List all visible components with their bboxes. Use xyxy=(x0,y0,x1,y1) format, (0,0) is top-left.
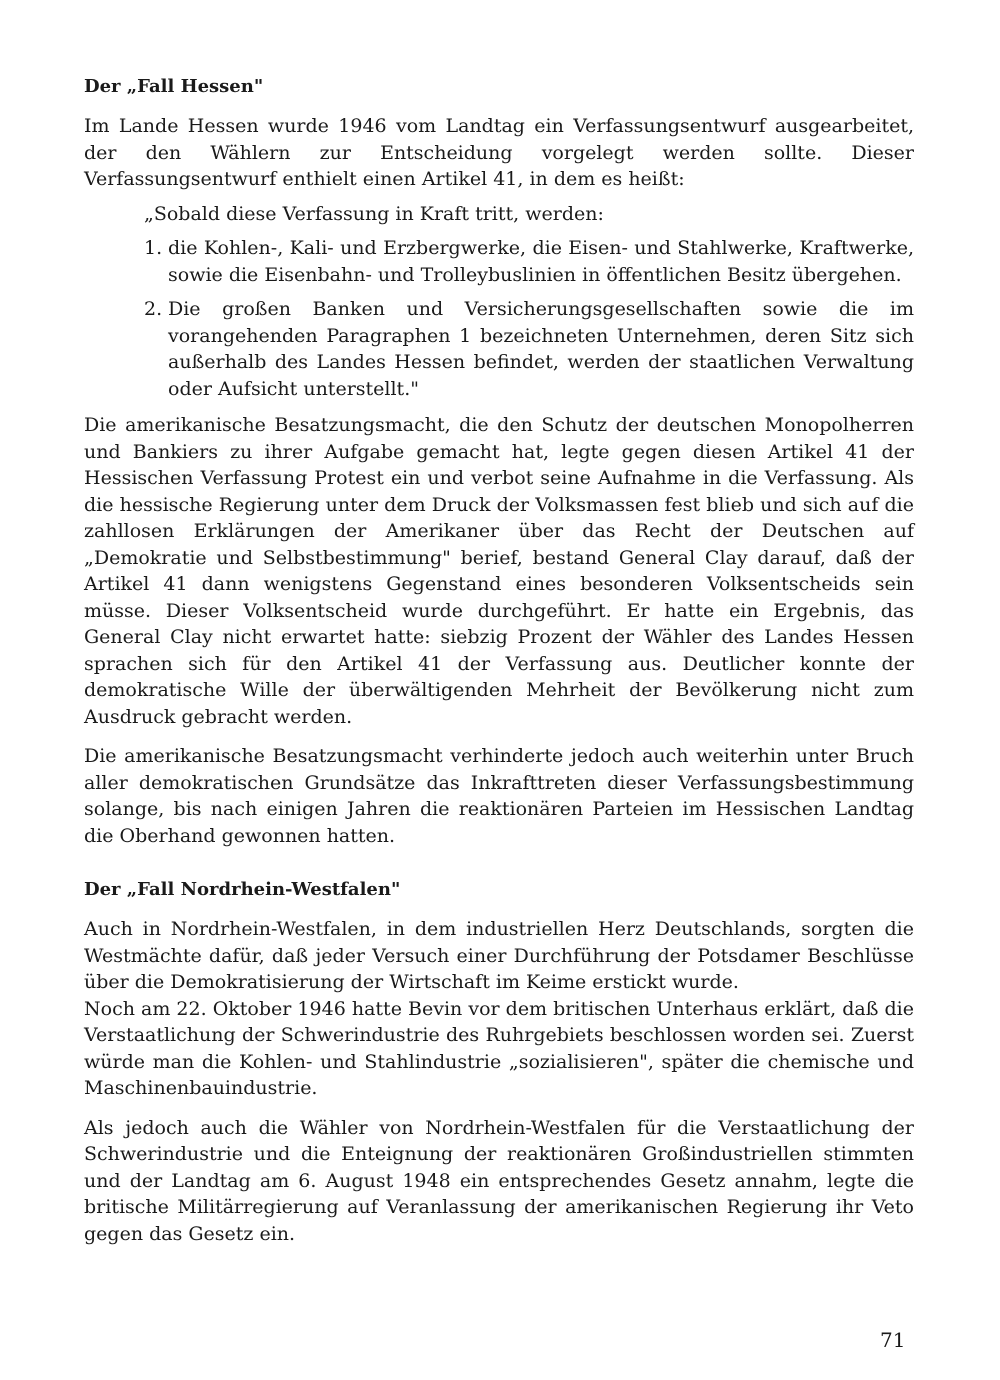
list-item-text: die Kohlen-, Kali- und Erzbergwerke, die Eisen- und Stahlwerke, Kraftwerke, sowie die Eisenbahn- und Trolleybuslinien in öffentlichen Besitz übergehen. xyxy=(168,237,914,286)
list-item-text: Die großen Banken und Versicherungsgesellschaften sowie die im vorangehenden Paragraphen 1 bezeichneten Unternehmen, deren Sitz sich außerhalb des Landes Hessen befindet, werden der staatlichen Verwaltung oder Aufsicht unterstellt." xyxy=(168,298,914,400)
page-content xyxy=(84,74,914,1260)
section-nrw xyxy=(84,877,914,1247)
paragraph-protest: Die amerikanische Besatzungsmacht, die den Schutz der deutschen Monopolherren und Bankiers zu ihrer Aufgabe gemacht hat, legte gegen diesen Artikel 41 der Hessischen Verfassung Protest ein und verbot seine Aufnahme in die Verfassung. Als die hessische Regierung unter dem Druck der Volksmassen fest blieb und sich auf die zahllosen Erklärungen der Amerikaner über das Recht der Deutschen auf „Demokratie und Selbstbestimmung" berief, bestand General Clay darauf, daß der Artikel 41 dann wenigstens Gegenstand eines besonderen Volksentscheids sein müsse. Dieser Volksentscheid wurde durchgeführt. Er hatte ein Ergebnis, das General Clay nicht erwartet hatte: siebzig Prozent der Wähler des Landes Hessen sprachen sich für den Artikel 41 der Verfassung aus. Deutlicher konnte der demokratische Wille der überwältigenden Mehrheit der Bevölkerung nicht zum Ausdruck gebracht werden. xyxy=(84,414,914,728)
list-item xyxy=(144,235,914,288)
article-41-list xyxy=(144,235,914,402)
list-item-number: 1. xyxy=(144,237,163,259)
quote-intro: „Sobald diese Verfassung in Kraft tritt, werden: xyxy=(144,202,604,225)
paragraph-veto: Als jedoch auch die Wähler von Nordrhein-Westfalen für die Verstaatlichung der Schwerindustrie und die Enteignung der reaktionären Großindustriellen stimmten und der Landtag am 6. August 1948 ein entsprechendes Gesetz annahm, legte die britische Militärregierung auf Veranlassung der amerikanischen Regierung ihr Veto gegen das Gesetz ein. xyxy=(84,1116,914,1245)
list-item xyxy=(144,296,914,402)
section-heading-hessen: Der „Fall Hessen" xyxy=(84,76,264,97)
paragraph-intro-hessen: Im Lande Hessen wurde 1946 vom Landtag ein Verfassungsentwurf ausgearbeitet, der den Wählern zur Entscheidung vorgelegt werden sollte. Dieser Verfassungsentwurf enthielt einen Artikel 41, in dem es heißt: xyxy=(84,115,914,190)
paragraph-bevin: Noch am 22. Oktober 1946 hatte Bevin vor dem britischen Unterhaus erklärt, daß die Verstaatlichung der Schwerindustrie des Ruhrgebiets beschlossen worden sei. Zuerst würde man die Kohlen- und Stahlindustrie „sozialisieren", später die chemische und Maschinenbauindustrie. xyxy=(84,997,914,1099)
section-heading-nrw: Der „Fall Nordrhein-Westfalen" xyxy=(84,879,401,900)
list-item-number: 2. xyxy=(144,298,163,320)
paragraph-obstruction: Die amerikanische Besatzungsmacht verhinderte jedoch auch weiterhin unter Bruch aller demokratischen Grundsätze das Inkrafttreten dieser Verfassungsbestimmung solange, bis nach einigen Jahren die reaktionären Parteien im Hessischen Landtag die Oberhand gewonnen hatten. xyxy=(84,745,914,847)
paragraph-nrw-intro: Auch in Nordrhein-Westfalen, in dem industriellen Herz Deutschlands, sorgten die Westmächte dafür, daß jeder Versuch einer Durchführung der Potsdamer Beschlüsse über die Demokratisierung der Wirtschaft im Keime erstickt wurde. xyxy=(84,918,914,993)
page-number: 71 xyxy=(880,1328,906,1352)
